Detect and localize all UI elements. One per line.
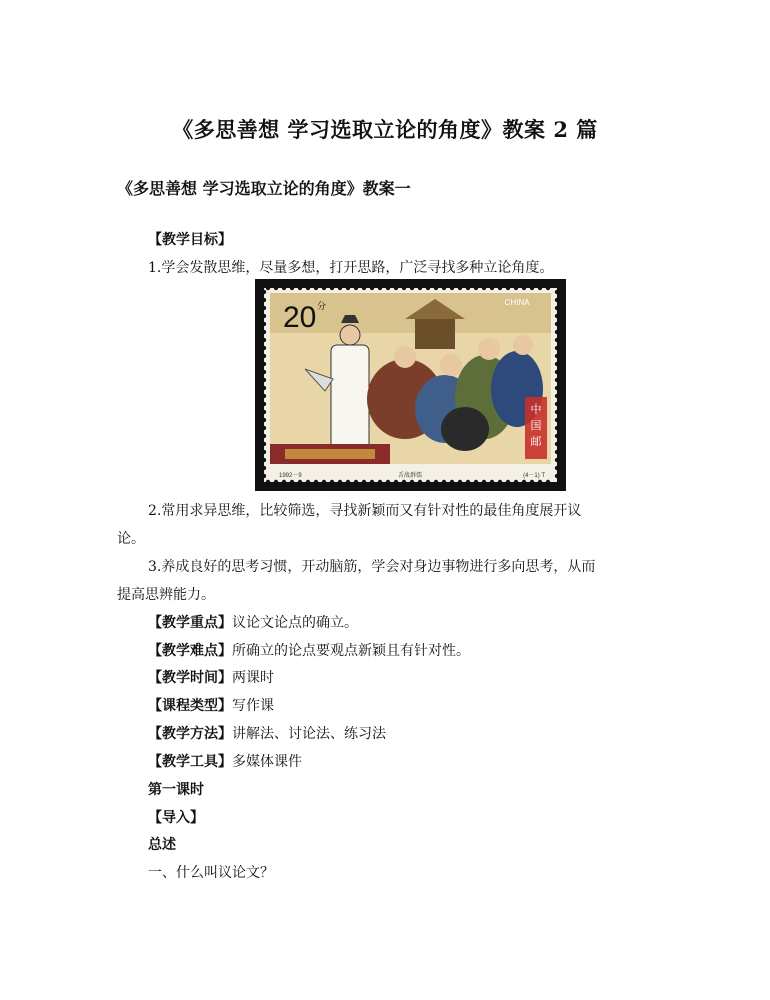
stamp-denomination: 20	[283, 301, 317, 334]
objective-2-line-1: 2.常用求异思维，比较筛选，寻找新颖而又有针对性的最佳角度展开议	[148, 503, 582, 519]
objective-3-line-2: 提高思辨能力。	[117, 587, 215, 603]
objective-2-line-2: 论。	[117, 531, 145, 547]
question-1: 一、什么叫议论文？	[148, 865, 274, 881]
svg-text:国: 国	[530, 419, 542, 432]
type-label: 【课程类型】	[148, 698, 232, 714]
stamp-image	[255, 279, 566, 491]
key-point-label: 【教学重点】	[148, 615, 232, 631]
time-text: 两课时	[232, 670, 274, 686]
time-label: 【教学时间】	[148, 670, 232, 686]
svg-text:中: 中	[530, 403, 542, 416]
stamp-caption: 舌战群儒	[397, 472, 423, 479]
stamp-code-left: 1992－9	[279, 473, 302, 479]
key-point-row	[148, 612, 358, 632]
time-row	[148, 667, 274, 687]
lesson-one-heading: 第一课时	[148, 782, 204, 798]
difficulty-text: 所确立的论点要观点新颖且有针对性。	[232, 643, 470, 659]
difficulty-label: 【教学难点】	[148, 643, 232, 659]
type-row	[148, 695, 274, 715]
objective-1: 1.学会发散思维，尽量多想，打开思路，广泛寻找多种立论角度。	[148, 260, 554, 276]
objectives-heading: 【教学目标】	[148, 232, 232, 248]
method-text: 讲解法、讨论法、练习法	[232, 726, 386, 742]
objective-3-line-1: 3.养成良好的思考习惯，开动脑筋，学会对身边事物进行多向思考，从而	[148, 559, 596, 575]
section-title: 《多思善想 学习选取立论的角度》教案一	[117, 179, 411, 198]
tools-label: 【教学工具】	[148, 754, 232, 770]
method-row	[148, 723, 386, 743]
svg-text:邮: 邮	[530, 435, 542, 448]
tools-row	[148, 751, 302, 771]
type-text: 写作课	[232, 698, 274, 714]
method-label: 【教学方法】	[148, 726, 232, 742]
document-title: 《多思善想 学习选取立论的角度》教案 2 篇	[172, 117, 598, 142]
stamp-unit: 分	[317, 302, 327, 312]
tools-text: 多媒体课件	[232, 754, 302, 770]
overview-heading: 总述	[148, 837, 176, 853]
intro-heading: 【导入】	[148, 810, 204, 826]
stamp-country: CHINA	[504, 298, 530, 307]
difficulty-row	[148, 640, 470, 660]
key-point-text: 议论文论点的确立。	[232, 615, 358, 631]
stamp-code-right: (4－1) T	[523, 473, 545, 479]
